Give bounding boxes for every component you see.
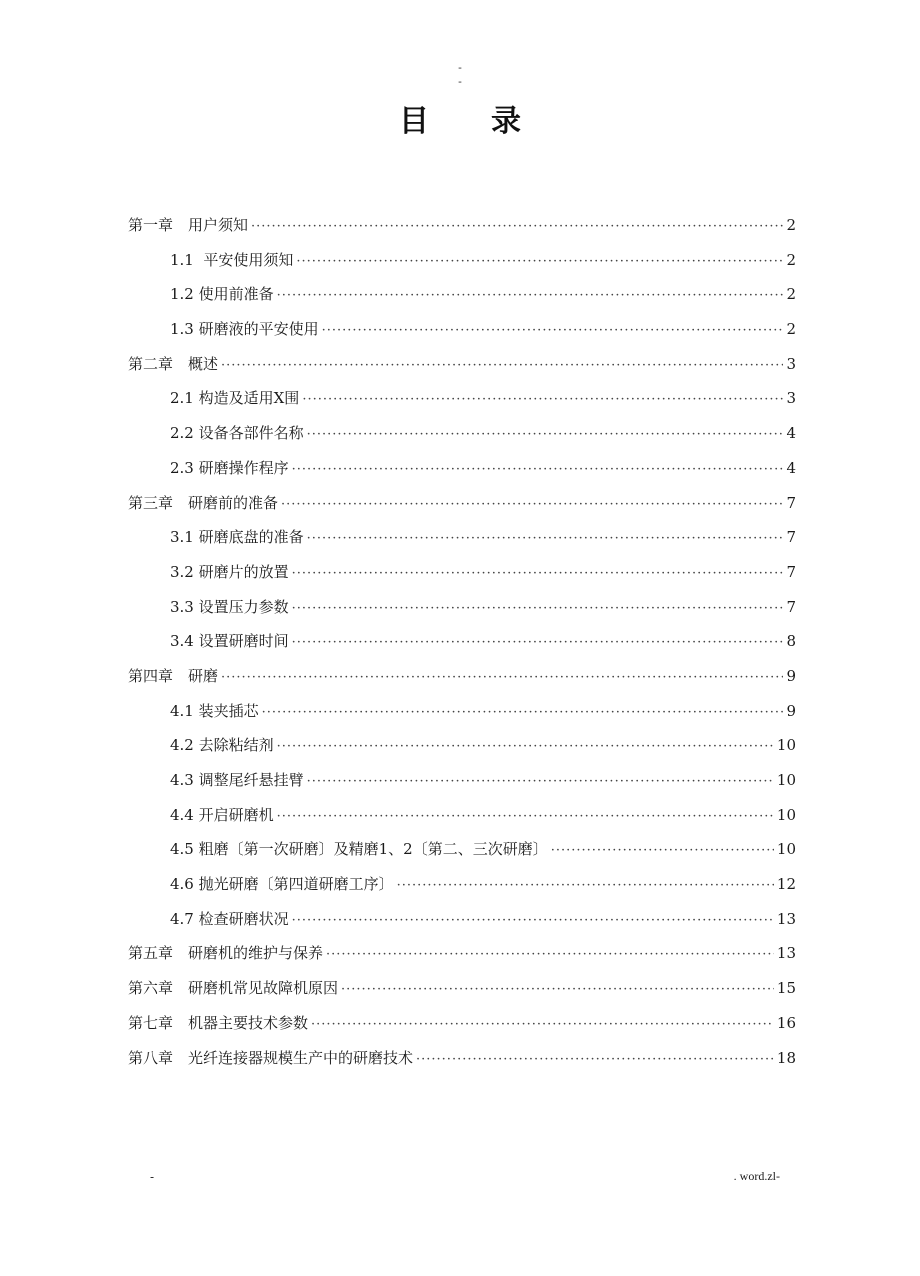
toc-entry-title: 4.1 装夹插芯 (170, 701, 259, 720)
toc-entry[interactable] (128, 902, 796, 937)
title-char: 目 (399, 104, 429, 139)
toc-entry-title: 第三章 研磨前的准备 (128, 493, 279, 512)
toc-dot-leader (292, 453, 783, 488)
toc-entry-title: 1.3 研磨液的平安使用 (170, 320, 319, 339)
toc-entry-page: 15 (776, 979, 796, 998)
toc-entry-page: 4 (786, 458, 796, 477)
toc-entry[interactable] (128, 451, 796, 486)
toc-dot-leader (262, 696, 783, 731)
toc-entry[interactable] (128, 1006, 796, 1041)
toc-entry-page: 9 (786, 701, 796, 720)
toc-entry-page: 13 (776, 944, 796, 963)
toc-entry-page: 7 (786, 493, 796, 512)
toc-entry-title: 3.3 设置压力参数 (170, 597, 289, 616)
toc-dot-leader (551, 834, 774, 869)
toc-entry-title: 2.3 研磨操作程序 (170, 458, 289, 477)
toc-entry-title: 第七章 机器主要技术参数 (128, 1013, 309, 1032)
toc-entry-page: 10 (776, 771, 796, 789)
toc-dot-leader (251, 210, 783, 245)
toc-dot-leader (277, 279, 783, 314)
toc-entry-page: 18 (776, 1048, 796, 1067)
toc-entry[interactable] (128, 763, 796, 798)
toc-entry[interactable] (128, 659, 796, 694)
toc-entry-page: 7 (786, 562, 796, 581)
table-of-contents (128, 208, 796, 1075)
toc-entry[interactable] (128, 832, 796, 867)
toc-entry[interactable] (128, 347, 796, 382)
toc-dot-leader (311, 1008, 774, 1043)
toc-entry-page: 12 (776, 875, 796, 894)
toc-entry-title: 2.2 设备各部件名称 (170, 424, 304, 443)
toc-entry[interactable] (128, 243, 796, 278)
header-dash: - (458, 61, 462, 74)
toc-entry-title: 4.5 粗磨〔第一次研磨〕及精磨1、2〔第二、三次研磨〕 (170, 840, 548, 859)
toc-dot-leader (341, 973, 774, 1008)
toc-entry[interactable] (128, 208, 796, 243)
toc-entry-title: 第六章 研磨机常见故障机原因 (128, 979, 339, 998)
toc-dot-leader (221, 661, 783, 696)
toc-entry-title: 2.1 构造及适用X围 (170, 389, 300, 408)
toc-entry-title: 3.1 研磨底盘的准备 (170, 528, 304, 547)
toc-entry-page: 9 (786, 666, 796, 685)
toc-entry-page: 7 (786, 597, 796, 616)
footer-right: . word.zl- (733, 1169, 780, 1183)
toc-entry[interactable] (128, 312, 796, 347)
toc-entry[interactable] (128, 624, 796, 659)
page-title (0, 96, 920, 140)
toc-dot-leader (277, 730, 774, 765)
toc-entry[interactable] (128, 416, 796, 451)
toc-entry-title: 4.6 抛光研磨〔第四道研磨工序〕 (170, 875, 394, 894)
toc-entry-title: 第八章 光纤连接器规模生产中的研磨技术 (128, 1048, 414, 1067)
toc-entry-page: 3 (786, 389, 796, 408)
toc-entry[interactable] (128, 694, 796, 729)
toc-entry[interactable] (128, 1041, 796, 1076)
toc-dot-leader (307, 418, 783, 453)
toc-entry[interactable] (128, 486, 796, 521)
toc-dot-leader (302, 383, 783, 418)
toc-entry-title: 第二章 概述 (128, 354, 219, 373)
toc-entry[interactable] (128, 555, 796, 590)
toc-entry-title: 4.3 调整尾纤悬挂臂 (170, 771, 304, 789)
header-dash: - (458, 75, 462, 88)
toc-dot-leader (292, 592, 783, 627)
toc-entry-title: 4.7 检查研磨状况 (170, 909, 289, 928)
toc-entry-title: 第四章 研磨 (128, 666, 219, 685)
toc-entry-page: 10 (776, 805, 796, 824)
toc-entry-page: 2 (786, 216, 796, 234)
toc-entry-page: 2 (786, 320, 796, 339)
toc-dot-leader (307, 765, 774, 800)
toc-entry[interactable] (128, 381, 796, 416)
toc-dot-leader (307, 522, 783, 557)
toc-entry[interactable] (128, 520, 796, 555)
toc-dot-leader (397, 869, 774, 904)
toc-entry-page: 10 (776, 840, 796, 859)
toc-entry-page: 7 (786, 528, 796, 547)
toc-entry[interactable] (128, 971, 796, 1006)
toc-entry-page: 10 (776, 736, 796, 755)
toc-entry-title: 3.4 设置研磨时间 (170, 632, 289, 651)
footer-left: - (150, 1170, 155, 1184)
toc-entry-title: 1.1 平安使用须知 (170, 250, 294, 269)
toc-entry-page: 2 (786, 285, 796, 304)
toc-dot-leader (277, 800, 774, 835)
toc-dot-leader (292, 904, 774, 939)
toc-entry-page: 4 (786, 424, 796, 443)
toc-dot-leader (221, 349, 783, 384)
toc-entry-title: 3.2 研磨片的放置 (170, 562, 289, 581)
toc-dot-leader (281, 488, 783, 523)
toc-entry-title: 第一章 用户须知 (128, 216, 249, 234)
toc-dot-leader (296, 245, 783, 280)
toc-entry-page: 13 (776, 909, 796, 928)
toc-entry-title: 4.4 开启研磨机 (170, 805, 274, 824)
toc-entry-page: 3 (786, 354, 796, 373)
toc-entry-title: 1.2 使用前准备 (170, 285, 274, 304)
toc-entry[interactable] (128, 728, 796, 763)
toc-entry-title: 4.2 去除粘结剂 (170, 736, 274, 755)
toc-dot-leader (416, 1043, 774, 1078)
toc-dot-leader (326, 938, 774, 973)
toc-dot-leader (292, 626, 783, 661)
toc-entry[interactable] (128, 936, 796, 971)
toc-entry-title: 第五章 研磨机的维护与保养 (128, 944, 324, 963)
toc-dot-leader (322, 314, 783, 349)
toc-entry[interactable] (128, 867, 796, 902)
toc-entry-page: 8 (786, 632, 796, 651)
toc-entry[interactable] (128, 798, 796, 833)
toc-entry[interactable] (128, 277, 796, 312)
title-char: 录 (491, 104, 521, 139)
toc-entry-page: 16 (776, 1013, 796, 1032)
toc-entry-page: 2 (786, 250, 796, 269)
toc-dot-leader (292, 557, 783, 592)
toc-entry[interactable] (128, 590, 796, 625)
